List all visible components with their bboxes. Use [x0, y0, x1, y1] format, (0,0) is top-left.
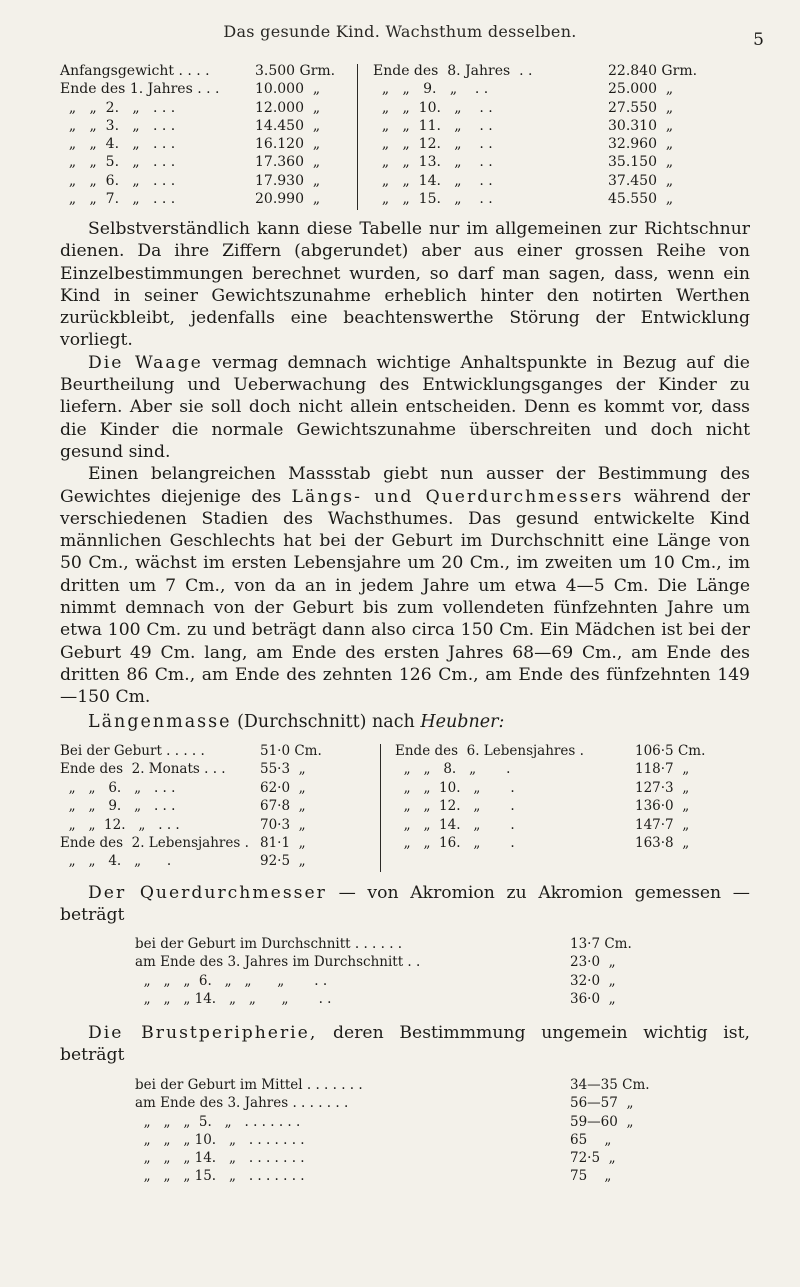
table-row: „ „ 13. „ . . 35.150 „: [373, 154, 674, 171]
table-row: „ „ 4. „ . 92·5 „: [60, 853, 306, 870]
weight-table-right: [373, 62, 703, 208]
table-row: bei der Geburt im Mittel . . . . . . . 34—35 Cm.: [135, 1077, 650, 1093]
table-divider: [380, 744, 381, 872]
table-row: „ „ 7. „ . . . 20.990 „: [60, 191, 321, 208]
table-row: „ „ 10. „ . 127·3 „: [395, 779, 690, 796]
table-row: „ „ „ 14. „ . . . . . . . 72·5 „: [135, 1150, 616, 1167]
table-row: „ „ 6. „ . . . 62·0 „: [60, 779, 306, 796]
table-row: Bei der Geburt . . . . . 51·0 Cm.: [60, 743, 322, 759]
table-row: „ „ „ 15. „ . . . . . . . 75 „: [135, 1168, 612, 1185]
table-row: Ende des 1. Jahres . . . 10.000 „: [60, 81, 321, 98]
table-row: „ „ 9. „ . . 25.000 „: [373, 81, 674, 98]
table-row: „ „ 9. „ . . . 67·8 „: [60, 798, 306, 815]
running-title: Das gesunde Kind. Wachsthum desselben.: [223, 22, 577, 41]
table-row: am Ende des 3. Jahres im Durchschnitt . . 23·0 „: [135, 954, 616, 971]
table-row: am Ende des 3. Jahres . . . . . . . 56—57 „: [135, 1095, 634, 1112]
table-row: „ „ „ 10. „ . . . . . . . 65 „: [135, 1131, 612, 1148]
table-row: „ „ 12. „ . . . 70·3 „: [60, 816, 306, 833]
table-row: „ „ 15. „ . . 45.550 „: [373, 191, 674, 208]
paragraph: Einen belangreichen Massstab giebt nun ausser der Bestimmung des Gewichtes diejenige des Längs- und Querdurchmessers während der verschiedenen Stadien des Wachsthumes. Das gesund entwickelte Kind männlichen Geschlechts hat bei der Geburt im Durchschnitt eine Länge von 50 Cm., wächst im ersten Lebensjahre um 20 Cm., im zweiten um 10 Cm., im dritten um 7 Cm., von da an in jedem Jahre um etwa 4—5 Cm. Die Länge nimmt demnach von der Geburt bis zum vollendeten fünfzehnten Jahre um etwa 100 Cm. zu und beträgt dann also circa 150 Cm. Ein Mädchen ist bei der Geburt 49 Cm. lang, am Ende des ersten Jahres 68—69 Cm., am Ende des dritten 86 Cm., am Ende des zehnten 126 Cm., am Ende des fünfzehnten 149—150 Cm.: [60, 464, 750, 708]
paragraph: Selbstverständlich kann diese Tabelle nur im allgemeinen zur Richtschnur dienen. Da ihre Ziffern (abgerundet) aber aus einer grossen Reihe von Einzelbestimmungen berechnet wurden, so darf man sagen, dass, wenn ein Kind in seiner Gewichtszunahme erheblich hinter den notirten Werthen zurückbleibt, jedenfalls eine beachtenswerthe Störung der Entwicklung vorliegt.: [60, 219, 750, 351]
page-number: 5: [753, 30, 764, 50]
table-row: Ende des 2. Lebensjahres . 81·1 „: [60, 835, 306, 852]
paragraph: Die Waage vermag demnach wichtige Anhaltspunkte in Bezug auf die Beurtheilung und Ueberwachung des Entwicklungsganges der Kinder zu liefern. Aber sie soll doch nicht allein entscheiden. Denn es kommt vor, dass die Kinder die normale Gewichtszunahme überschreiten und doch nicht gesund sind.: [60, 352, 750, 462]
table-row: „ „ 10. „ . . 27.550 „: [373, 99, 674, 116]
chest-paragraph: Die Brustperipherie, deren Bestimmmung ungemein wichtig ist, beträgt: [60, 1023, 750, 1066]
table-row: „ „ 8. „ . 118·7 „: [395, 761, 690, 778]
table-row: Ende des 2. Monats . . . 55·3 „: [60, 761, 306, 778]
table-row: „ „ 16. „ . 163·8 „: [395, 835, 690, 852]
table-row: „ „ 11. „ . . 30.310 „: [373, 117, 674, 134]
table-row: „ „ 14. „ . 147·7 „: [395, 816, 690, 833]
cross-diameter-paragraph: Der Querdurchmesser — von Akromion zu Akromion gemessen — beträgt: [60, 883, 750, 926]
table-row: „ „ 3. „ . . . 14.450 „: [60, 117, 321, 134]
chest-table: [135, 1076, 650, 1186]
table-row: „ „ 4. „ . . . 16.120 „: [60, 136, 321, 153]
length-table-right: [395, 742, 705, 852]
table-row: „ „ 14. „ . . 37.450 „: [373, 172, 674, 189]
table-divider: [357, 64, 358, 210]
length-heading: Längenmasse (Durchschnitt) nach Heubner:: [88, 712, 505, 732]
table-row: Anfangsgewicht . . . . 3.500 Grm.: [60, 63, 336, 79]
length-table-left: [60, 742, 322, 871]
table-row: „ „ 12. „ . . 32.960 „: [373, 136, 674, 153]
table-row: „ „ „ 6. „ „ „ . . 32·0 „: [135, 972, 616, 989]
table-row: Ende des 6. Lebensjahres . 106·5 Cm.: [395, 743, 706, 759]
cross-diameter-table: [135, 935, 632, 1008]
table-row: „ „ 6. „ . . . 17.930 „: [60, 172, 321, 189]
weight-table-left: [60, 62, 350, 208]
table-row: Ende des 8. Jahres . . 22.840 Grm.: [373, 63, 698, 79]
table-row: „ „ „ 5. „ . . . . . . . 59—60 „: [135, 1113, 634, 1130]
table-row: „ „ „ 14. „ „ „ . . 36·0 „: [135, 990, 616, 1007]
body-text: [60, 218, 750, 709]
table-row: „ „ 2. „ . . . 12.000 „: [60, 99, 321, 116]
table-row: bei der Geburt im Durchschnitt . . . . . . 13·7 Cm.: [135, 936, 632, 952]
table-row: „ „ 5. „ . . . 17.360 „: [60, 154, 321, 171]
table-row: „ „ 12. „ . 136·0 „: [395, 798, 690, 815]
